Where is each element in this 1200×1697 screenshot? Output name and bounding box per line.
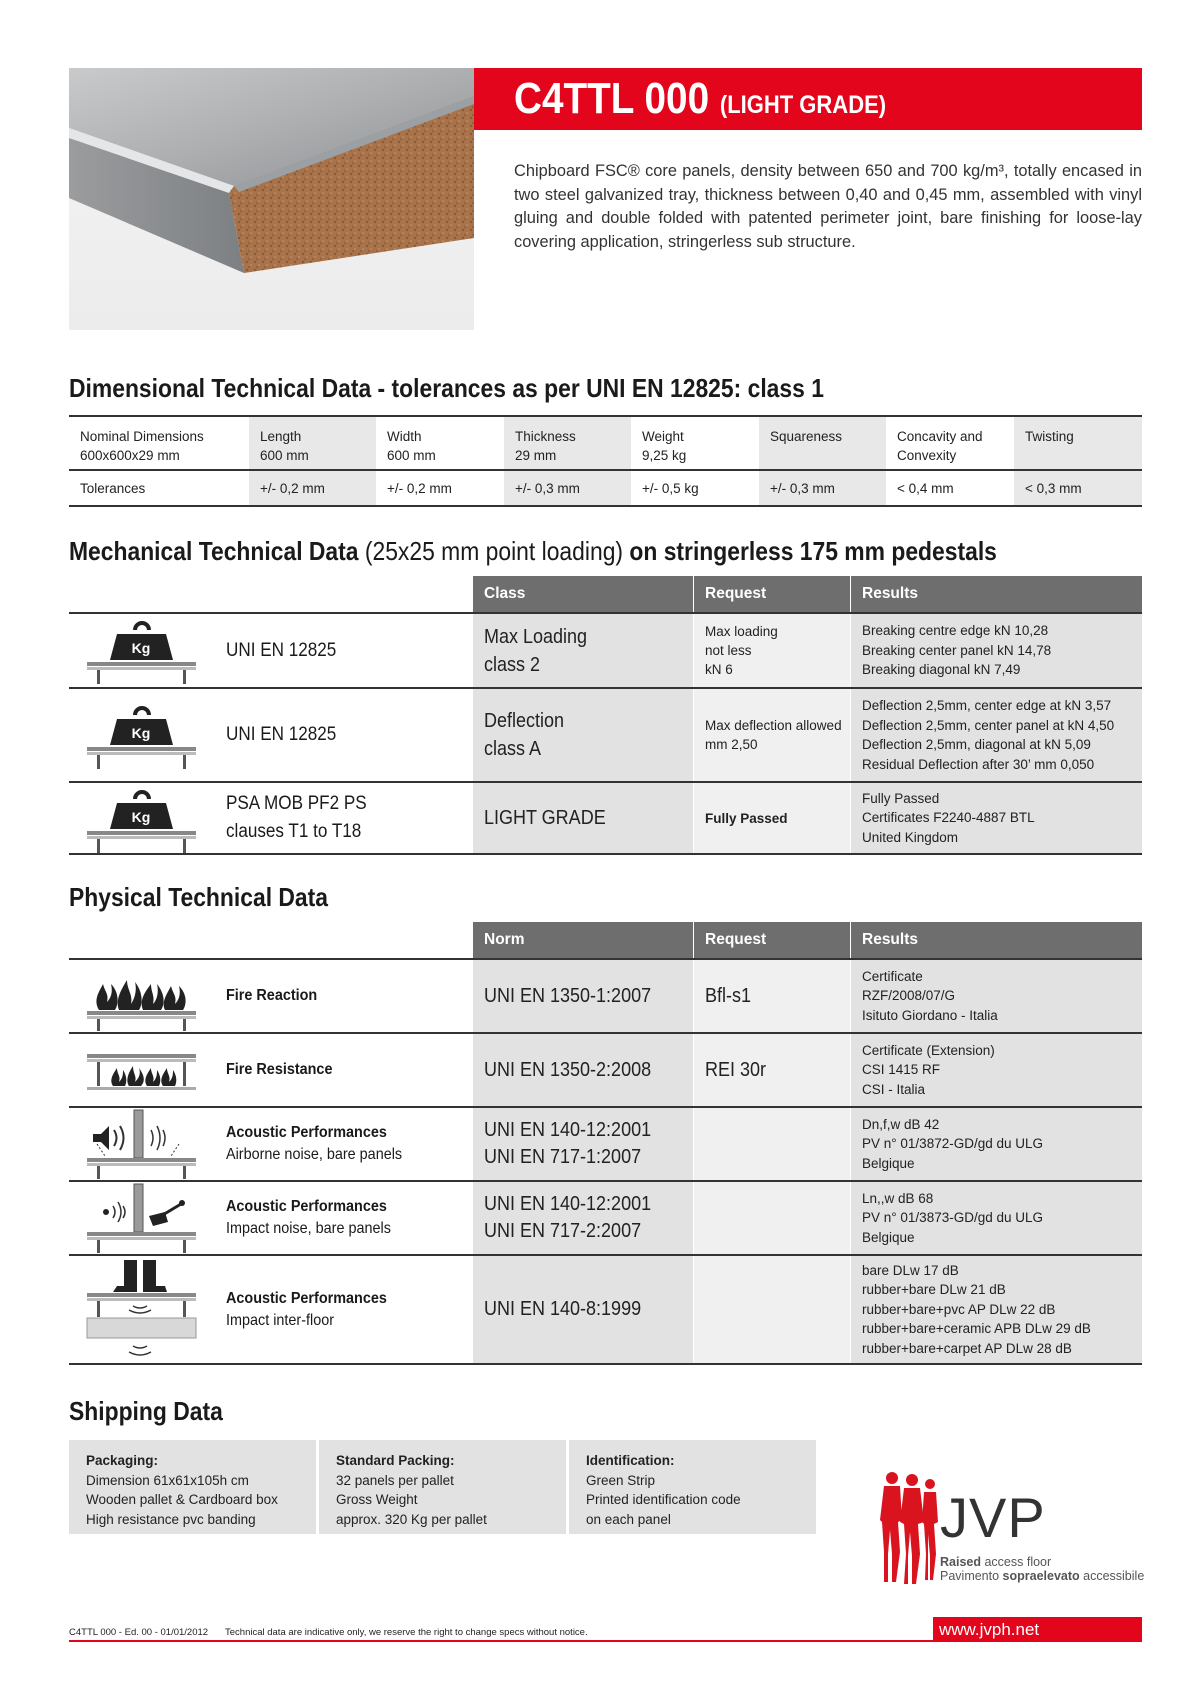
shipping-packaging: Packaging: Dimension 61x61x105h cm Wooden pallet & Cardboard box High resistance pvc banding (69, 1440, 316, 1534)
mech-standard: UNI EN 12825 (226, 639, 337, 661)
mech-class: Max Loading class 2 (473, 614, 694, 687)
phys-request: REI 30r (694, 1034, 851, 1106)
phys-property: Acoustic Performances Impact inter-floor (226, 1289, 387, 1329)
table-row (69, 1254, 1142, 1365)
fire-under-floor-icon (69, 1034, 214, 1106)
phys-results: bare DLw 17 dB rubber+bare DLw 21 dB rubber+bare+pvc AP DLw 22 dB rubber+bare+ceramic APB DLw 29 dB rubber+bare+carpet AP DLw 28 dB (851, 1256, 1142, 1363)
phys-request (694, 1256, 851, 1363)
phys-property: Fire Resistance (226, 1061, 333, 1078)
dimensional-table (69, 415, 1142, 507)
shipping-standard-packing: Standard Packing: 32 panels per pallet Gross Weight approx. 320 Kg per pallet (319, 1440, 566, 1534)
shipping-identification: Identification: Green Strip Printed identification code on each panel (569, 1440, 816, 1534)
shipping-title: Shipping Data (69, 1396, 223, 1426)
physical-header (69, 922, 1142, 958)
footer-disclaimer: Technical data are indicative only, we reserve the right to change specs without notice. (225, 1627, 588, 1638)
phys-norm: UNI EN 140-8:1999 (473, 1256, 694, 1363)
dim-tol-cell: < 0,3 mm (1014, 471, 1142, 505)
phys-property: Acoustic Performances Airborne noise, bare panels (226, 1124, 403, 1163)
dim-cell: Nominal Dimensions 600x600x29 mm (80, 429, 204, 463)
mech-request: Max loading not less kN 6 (694, 614, 851, 687)
phys-request (694, 1108, 851, 1180)
mech-class: LIGHT GRADE (473, 783, 694, 853)
phys-norm: UNI EN 1350-2:2008 (473, 1034, 694, 1106)
dim-cell: Thickness 29 mm (504, 417, 631, 469)
weight-label: Kg (131, 725, 151, 741)
dim-tol-cell: < 0,4 mm (897, 481, 954, 496)
phys-results: Certificate (Extension) CSI 1415 RF CSI - Italia (851, 1034, 1142, 1106)
table-row (69, 958, 1142, 1032)
phys-norm: UNI EN 140-12:2001 UNI EN 717-2:2007 (473, 1182, 694, 1254)
inter-floor-noise-icon (69, 1256, 214, 1363)
physical-table (69, 922, 1142, 1365)
phys-results: Ln,,w dB 68 PV n° 01/3873-GD/gd du ULG Belgique (851, 1182, 1142, 1254)
table-row (69, 1032, 1142, 1106)
mech-request: Fully Passed (694, 783, 851, 853)
phys-norm: UNI EN 140-12:2001 UNI EN 717-1:2007 (473, 1108, 694, 1180)
dim-cell: Weight 9,25 kg (642, 429, 687, 463)
header-results: Results (851, 576, 1142, 612)
mech-results: Deflection 2,5mm, center edge at kN 3,57 Deflection 2,5mm, center panel at kN 4,50 Deflection 2,5mm, diagonal at kN 5,09 Residual Deflection after 30’ mm 0,050 (851, 689, 1142, 781)
dim-tol-cell: +/- 0,2 mm (387, 481, 452, 496)
dimensional-header-row (69, 417, 1142, 471)
logo-tagline-en: Raised access floor (940, 1555, 1052, 1569)
footer-doc-code: C4TTL 000 - Ed. 00 - 01/01/2012 (69, 1627, 209, 1638)
weight-label: Kg (131, 640, 151, 656)
fire-icon (69, 960, 214, 1032)
mech-request: Max deflection allowed mm 2,50 (694, 689, 851, 781)
title-bar (474, 68, 1142, 130)
logo-tagline-it: Pavimento sopraelevato accessibile (940, 1569, 1145, 1583)
website-link[interactable]: www.jvph.net (933, 1617, 1142, 1642)
product-title: C4TTL 000 (LIGHT GRADE) (514, 74, 887, 123)
dim-tol-cell: +/- 0,5 kg (642, 481, 699, 496)
dim-cell: Twisting (1014, 417, 1142, 469)
logo-wordmark: JVP (940, 1486, 1046, 1549)
header-class: Class (473, 576, 694, 612)
dim-tol-cell: +/- 0,3 mm (504, 471, 631, 505)
phys-request (694, 1182, 851, 1254)
phys-property: Acoustic Performances Impact noise, bare panels (226, 1198, 391, 1237)
impact-noise-icon (69, 1182, 214, 1254)
physical-title: Physical Technical Data (69, 882, 329, 912)
dim-cell: Squareness (759, 417, 886, 469)
panel-photo (69, 68, 474, 330)
weight-label: Kg (131, 809, 151, 825)
table-row (69, 612, 1142, 687)
header-results: Results (851, 922, 1142, 958)
tolerances-row (69, 471, 1142, 505)
table-row (69, 687, 1142, 781)
dim-cell: Concavity and Convexity (897, 429, 983, 463)
dim-tol-cell: +/- 0,3 mm (759, 471, 886, 505)
mechanical-title: Mechanical Technical Data (25x25 mm point loading) on stringerless 175 mm pedestals (69, 536, 997, 566)
grade-label: (LIGHT GRADE) (719, 91, 887, 119)
mech-standard: UNI EN 12825 (226, 724, 337, 745)
dim-cell: Width 600 mm (387, 429, 436, 463)
dimensional-title: Dimensional Technical Data - tolerances as per UNI EN 12825: class 1 (69, 373, 824, 403)
table-row (69, 781, 1142, 855)
mech-results: Breaking centre edge kN 10,28 Breaking center panel kN 14,78 Breaking diagonal kN 7,49 (851, 614, 1142, 687)
dim-tol-cell: +/- 0,2 mm (249, 471, 376, 505)
weight-on-panel-icon (69, 614, 214, 687)
header-request: Request (694, 576, 851, 612)
phys-results: Certificate RZF/2008/07/G Isituto Giordano - Italia (851, 960, 1142, 1032)
phys-results: Dn,f,w dB 42 PV n° 01/3872-GD/gd du ULG Belgique (851, 1108, 1142, 1180)
weight-on-panel-icon (69, 783, 214, 853)
weight-on-panel-icon (69, 689, 214, 781)
product-description: Chipboard FSC® core panels, density between 650 and 700 kg/m³, totally encased in two steel galvanized tray, thickness between 0,40 and 0,45 mm, assembled with vinyl gluing and double folded with patented perimeter joint, bare finishing for loose-lay covering application, stringerless sub structure. (514, 162, 1142, 251)
mech-standard: PSA MOB PF2 PS clauses T1 to T18 (226, 793, 367, 842)
airborne-noise-icon (69, 1108, 214, 1180)
phys-norm: UNI EN 1350-1:2007 (473, 960, 694, 1032)
mechanical-header (69, 576, 1142, 612)
header-request: Request (694, 922, 851, 958)
table-row (69, 1180, 1142, 1254)
dim-tol-cell: Tolerances (80, 481, 146, 496)
mechanical-table (69, 576, 1142, 855)
mech-results: Fully Passed Certificates F2240-4887 BTL United Kingdom (851, 783, 1142, 853)
phys-request: Bfl-s1 (694, 960, 851, 1032)
table-row (69, 1106, 1142, 1180)
phys-property: Fire Reaction (226, 987, 318, 1004)
mech-class: Deflection class A (473, 689, 694, 781)
dim-cell: Length 600 mm (249, 417, 376, 469)
header-norm: Norm (473, 922, 694, 958)
